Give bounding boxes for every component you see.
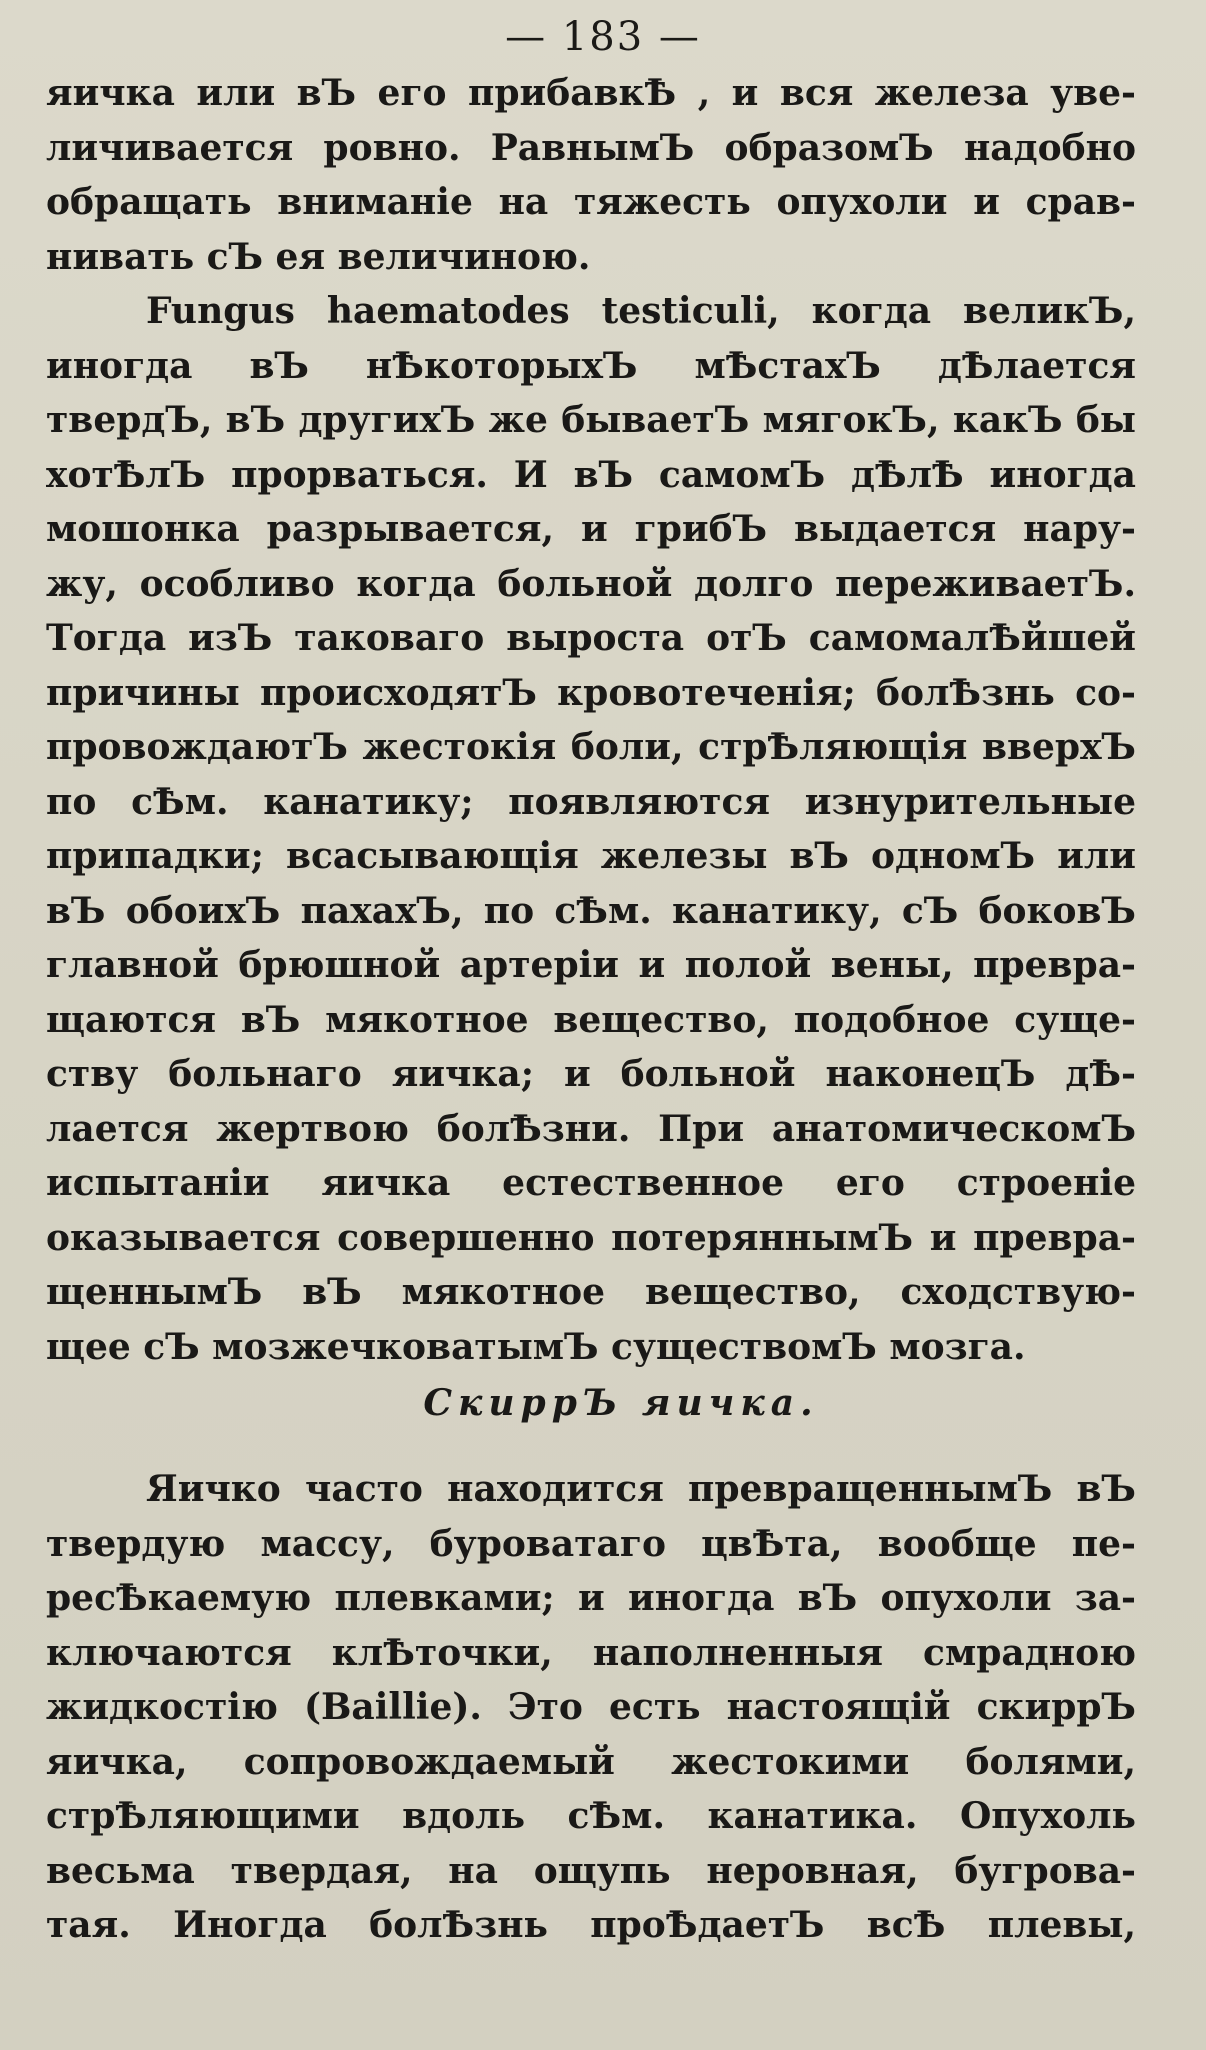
paragraph-continuation [46, 66, 1136, 284]
text-line: тая. Иногда болѢзнь проѢдаетЪ всѢ плевы, [46, 1904, 1136, 1946]
text-line: Яичко часто находится превращеннымЪ вЪ [146, 1468, 1136, 1510]
text-line: нивать сЪ ея величиною. [46, 235, 591, 278]
paragraph-scirrhus [46, 1462, 1136, 1953]
text-line: щее сЪ мозжечковатымЪ существомЪ мозга. [46, 1325, 1026, 1368]
text-line: ресѢкаемую плевками; и иногда вЪ опухоли за- [46, 1577, 1136, 1619]
heading-spacer [46, 1432, 1136, 1462]
text-line: Тогда изЪ таковаго выроста отЪ самомалѢйшей [46, 617, 1136, 659]
text-line: жидкостію (Baillie). Это есть настоящій скиррЪ [46, 1686, 1136, 1728]
text-line: иногда вЪ нѢкоторыхЪ мѢстахЪ дѢлается [46, 344, 1136, 387]
text-line: мошонка разрывается, и грибЪ выдается нару- [46, 508, 1136, 550]
text-line: яичка или вЪ его прибавкѢ , и вся железа уве- [46, 72, 1136, 114]
text-line: по сѢм. канатику; появляются изнурительные [46, 780, 1136, 823]
text-line: Fungus haematodes testiculi, когда великЪ, [146, 290, 1136, 332]
text-line: провождаютЪ жестокія боли, стрѢляющія вверхЪ [46, 726, 1136, 768]
text-line: припадки; всасывающія железы вЪ одномЪ или [46, 835, 1136, 877]
text-line: ключаются клѢточки, наполненныя смрадною [46, 1631, 1136, 1674]
page-text [46, 66, 1136, 1953]
text-line: щеннымЪ вЪ мякотное вещество, сходствую- [46, 1271, 1136, 1313]
section-heading: СкиррЪ яичка. [423, 1382, 819, 1424]
text-line: испытаніи яичка естественное его строеніе [46, 1162, 1136, 1204]
text-line: ству больнаго яичка; и больной наконецЪ дѢ- [46, 1053, 1136, 1095]
paragraph-fungus [46, 284, 1136, 1374]
text-line: твердую массу, буроватаго цвѢта, вообще пе- [46, 1522, 1136, 1565]
text-line: оказывается совершенно потеряннымЪ и превра- [46, 1216, 1136, 1259]
text-line: лается жертвою болѢзни. При анатомическомЪ [46, 1107, 1136, 1150]
text-line: главной брюшной артеріи и полой вены, превра- [46, 944, 1136, 986]
text-line: весьма твердая, на ощупь неровная, бугрова- [46, 1849, 1136, 1892]
page-number: — 183 — [505, 14, 701, 60]
text-line: хотѢлЪ прорваться. И вЪ самомЪ дѢлѢ иногда [46, 453, 1136, 496]
text-line: твердЪ, вЪ другихЪ же бываетЪ мягокЪ, какЪ бы [46, 399, 1136, 441]
text-line: причины происходятЪ кровотеченія; болѢзнь со- [46, 671, 1136, 714]
text-line: вЪ обоихЪ пахахЪ, по сѢм. канатику, сЪ боковЪ [46, 889, 1136, 932]
text-line: жу, особливо когда больной долго переживаетЪ. [46, 562, 1136, 605]
text-line: личивается ровно. РавнымЪ образомЪ надобно [46, 126, 1136, 169]
text-line: яичка, сопровождаемый жестокими болями, [46, 1740, 1136, 1783]
text-line: щаются вЪ мякотное вещество, подобное суще- [46, 998, 1136, 1041]
text-line: стрѢляющими вдоль сѢм. канатика. Опухоль [46, 1795, 1136, 1837]
text-line: обращать вниманіе на тяжесть опухоли и срав- [46, 181, 1136, 223]
